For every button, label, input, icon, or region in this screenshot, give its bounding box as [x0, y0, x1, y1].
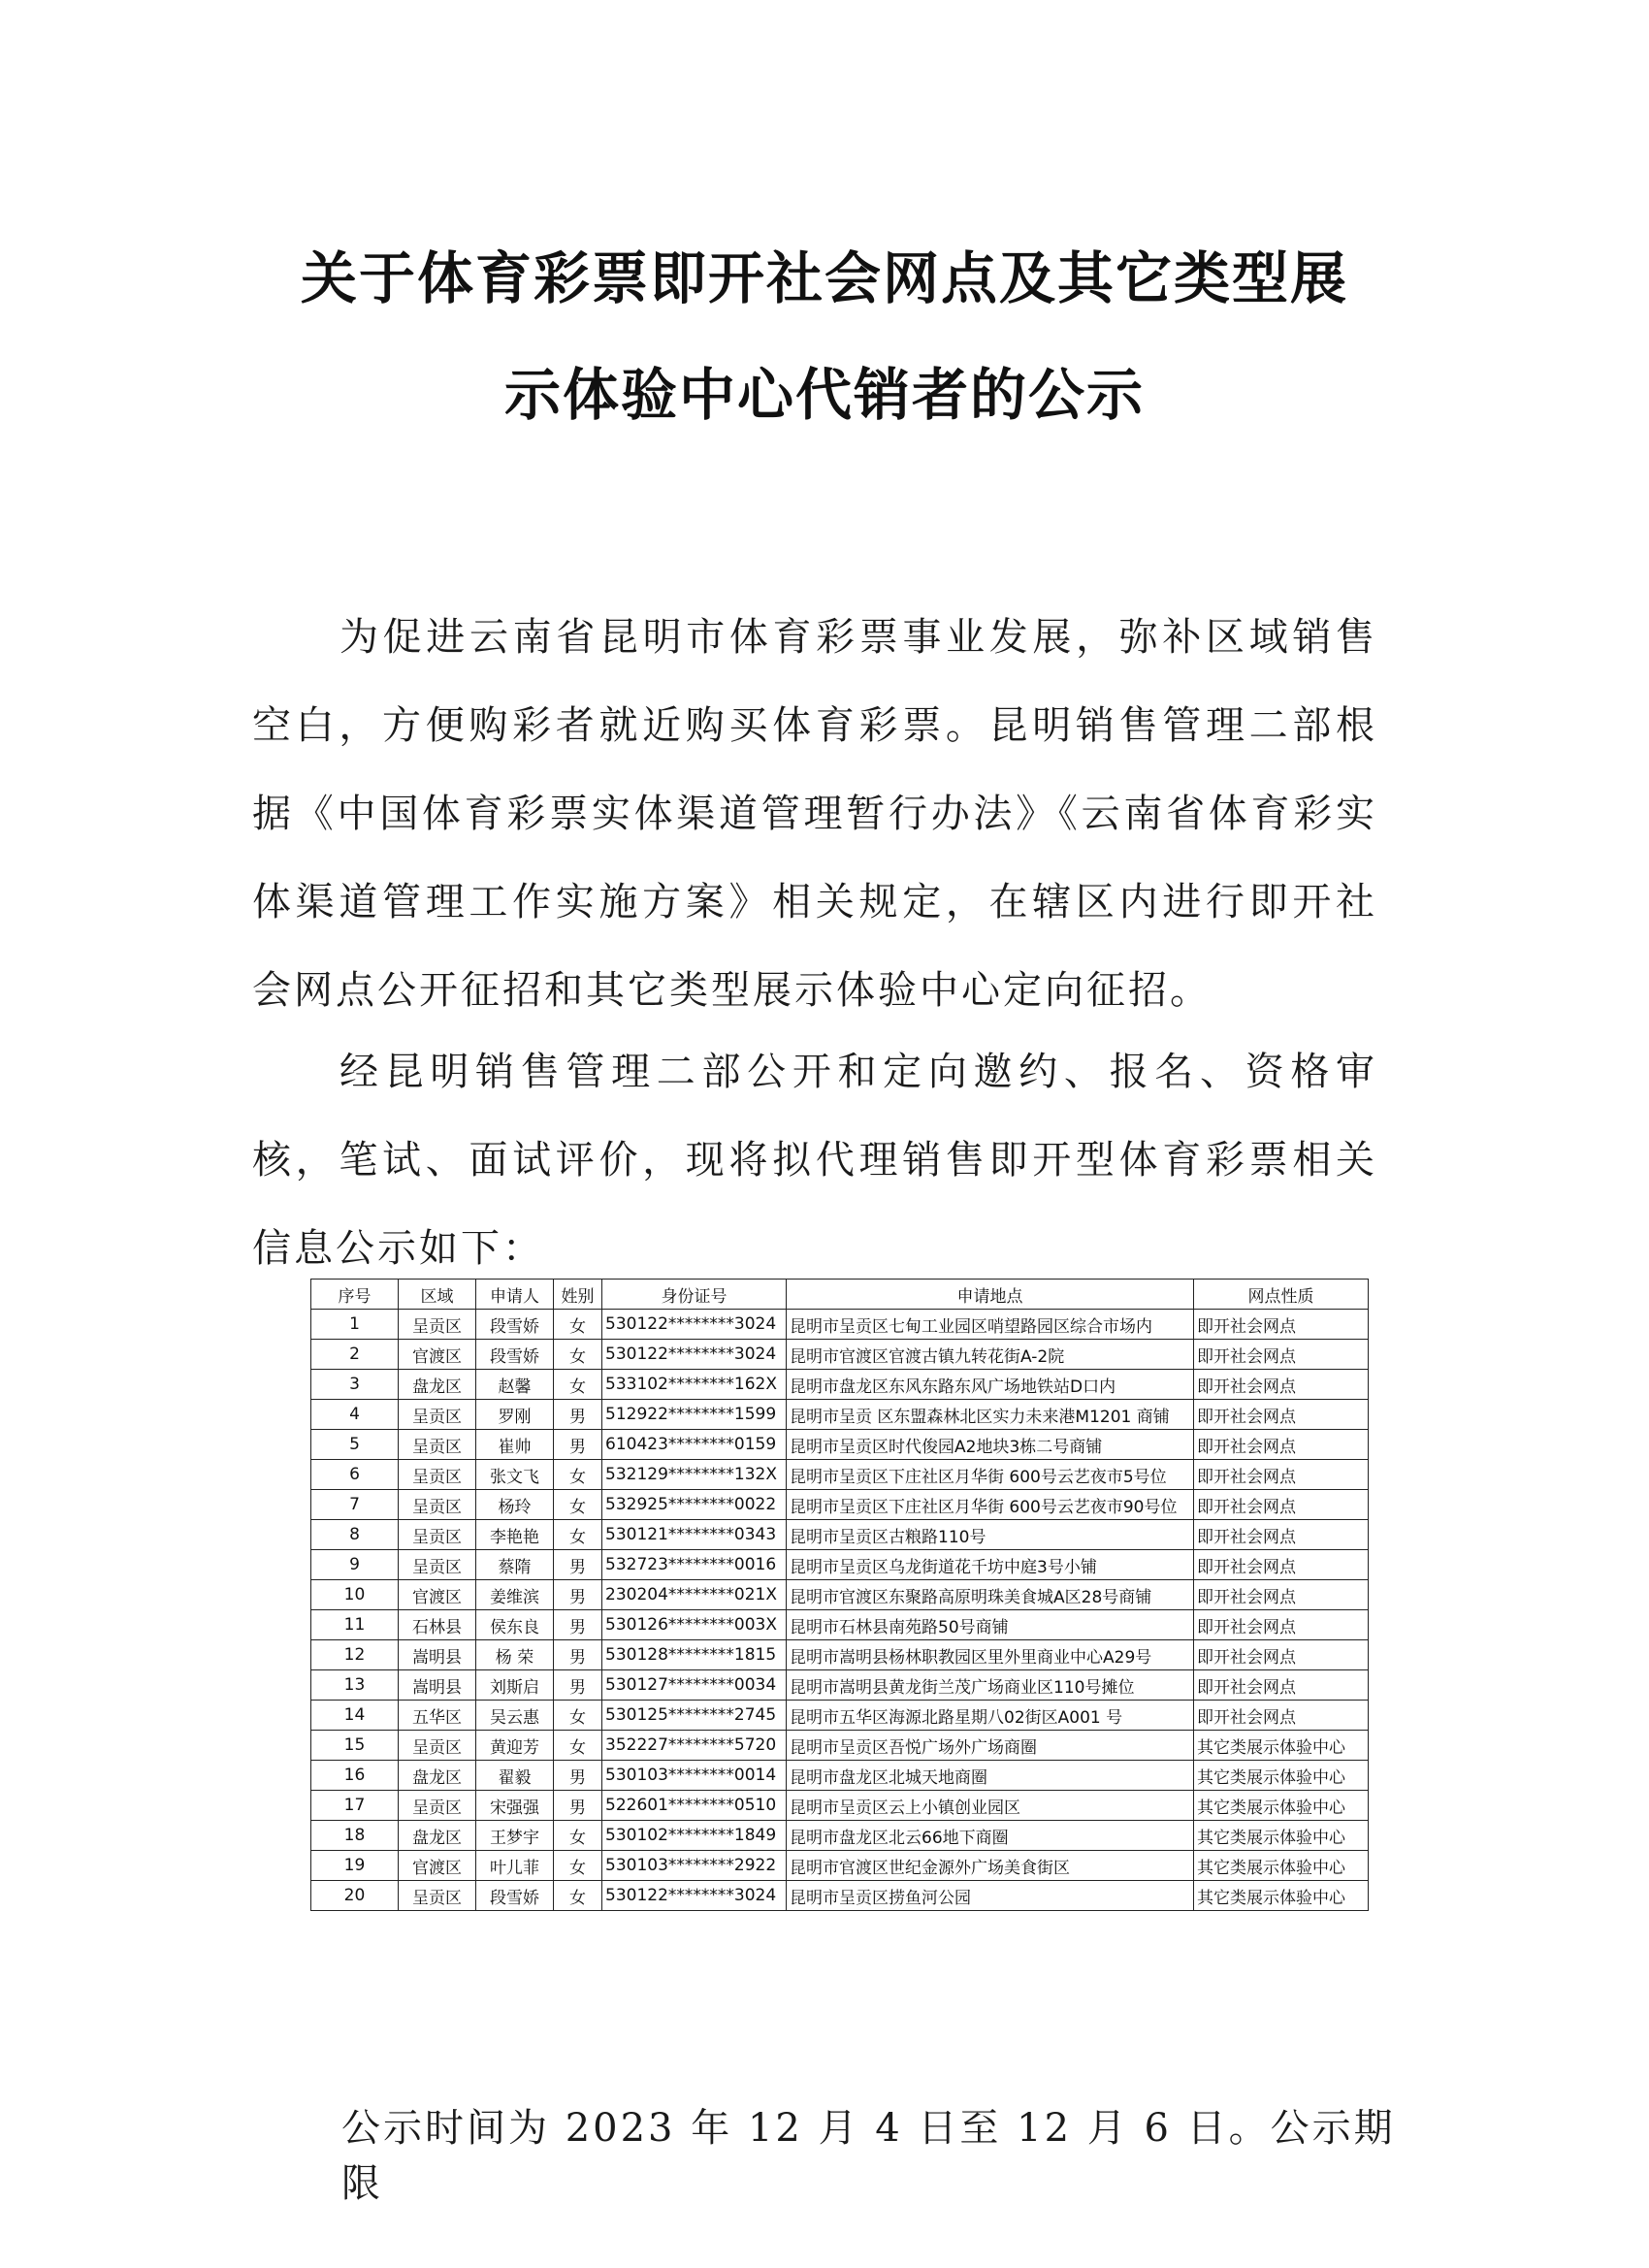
table-row [311, 1520, 1369, 1550]
cell-district: 盘龙区 [399, 1370, 476, 1400]
cell-id: 530121********0343 [602, 1520, 787, 1550]
cell-gender: 女 [554, 1370, 602, 1400]
cell-applicant: 翟毅 [476, 1761, 554, 1791]
header-address: 申请地点 [787, 1280, 1194, 1310]
cell-address: 昆明市官渡区东聚路高原明珠美食城A区28号商铺 [787, 1580, 1194, 1610]
cell-district: 呈贡区 [399, 1400, 476, 1430]
cell-type: 即开社会网点 [1194, 1670, 1369, 1701]
cell-id: 530122********3024 [602, 1310, 787, 1340]
cell-no: 12 [311, 1640, 399, 1670]
table-row [311, 1490, 1369, 1520]
table-row [311, 1610, 1369, 1640]
cell-id: 530102********1849 [602, 1821, 787, 1851]
table-row [311, 1340, 1369, 1370]
cell-address: 昆明市呈贡区云上小镇创业园区 [787, 1791, 1194, 1821]
cell-type: 即开社会网点 [1194, 1370, 1369, 1400]
cell-address: 昆明市盘龙区东风东路东风广场地铁站D口内 [787, 1370, 1194, 1400]
cell-no: 4 [311, 1400, 399, 1430]
applicant-table-container [310, 1279, 1368, 1911]
table-row [311, 1400, 1369, 1430]
cell-district: 嵩明县 [399, 1640, 476, 1670]
table-row [311, 1640, 1369, 1670]
cell-applicant: 段雪娇 [476, 1310, 554, 1340]
cell-gender: 男 [554, 1610, 602, 1640]
document-title-line-2: 示体验中心代销者的公示 [503, 362, 1145, 428]
cell-address: 昆明市官渡区官渡古镇九转花街A-2院 [787, 1340, 1194, 1370]
cell-gender: 女 [554, 1851, 602, 1881]
table-row [311, 1701, 1369, 1731]
cell-id: 522601********0510 [602, 1791, 787, 1821]
cell-id: 512922********1599 [602, 1400, 787, 1430]
cell-address: 昆明市呈贡区吾悦广场外广场商圈 [787, 1731, 1194, 1761]
table-row [311, 1550, 1369, 1580]
cell-id: 532723********0016 [602, 1550, 787, 1580]
table-row [311, 1670, 1369, 1701]
table-row [311, 1430, 1369, 1460]
header-type: 网点性质 [1194, 1280, 1369, 1310]
cell-type: 即开社会网点 [1194, 1610, 1369, 1640]
cell-gender: 女 [554, 1731, 602, 1761]
cell-district: 呈贡区 [399, 1310, 476, 1340]
cell-district: 官渡区 [399, 1580, 476, 1610]
cell-no: 1 [311, 1310, 399, 1340]
cell-type: 其它类展示体验中心 [1194, 1761, 1369, 1791]
header-id: 身份证号 [602, 1280, 787, 1310]
cell-no: 15 [311, 1731, 399, 1761]
cell-no: 14 [311, 1701, 399, 1731]
cell-no: 7 [311, 1490, 399, 1520]
cell-applicant: 张文飞 [476, 1460, 554, 1490]
table-header-row [311, 1280, 1369, 1310]
cell-district: 呈贡区 [399, 1430, 476, 1460]
cell-type: 其它类展示体验中心 [1194, 1731, 1369, 1761]
cell-applicant: 蔡隋 [476, 1550, 554, 1580]
cell-address: 昆明市呈贡区捞鱼河公园 [787, 1881, 1194, 1911]
header-district: 区域 [399, 1280, 476, 1310]
cell-id: 530127********0034 [602, 1670, 787, 1701]
cell-applicant: 崔帅 [476, 1430, 554, 1460]
cell-id: 532925********0022 [602, 1490, 787, 1520]
cell-type: 即开社会网点 [1194, 1701, 1369, 1731]
cell-type: 即开社会网点 [1194, 1340, 1369, 1370]
cell-district: 呈贡区 [399, 1490, 476, 1520]
cell-applicant: 段雪娇 [476, 1340, 554, 1370]
cell-address: 昆明市呈贡区时代俊园A2地块3栋二号商铺 [787, 1430, 1194, 1460]
cell-applicant: 罗刚 [476, 1400, 554, 1430]
cell-id: 352227********5720 [602, 1731, 787, 1761]
process-paragraph: 经昆明销售管理二部公开和定向邀约、报名、资格审核，笔试、面试评价，现将拟代理销售即开型体育彩票相关信息公示如下： [252, 1050, 1377, 1271]
cell-no: 5 [311, 1430, 399, 1460]
cell-applicant: 吴云惠 [476, 1701, 554, 1731]
cell-id: 230204********021X [602, 1580, 787, 1610]
cell-no: 16 [311, 1761, 399, 1791]
cell-gender: 男 [554, 1670, 602, 1701]
cell-id: 530122********3024 [602, 1881, 787, 1911]
cell-applicant: 姜维滨 [476, 1580, 554, 1610]
cell-gender: 女 [554, 1821, 602, 1851]
table-row [311, 1821, 1369, 1851]
cell-applicant: 侯东良 [476, 1610, 554, 1640]
cell-id: 530125********2745 [602, 1701, 787, 1731]
cell-address: 昆明市盘龙区北云66地下商圈 [787, 1821, 1194, 1851]
cell-gender: 男 [554, 1580, 602, 1610]
cell-type: 其它类展示体验中心 [1194, 1881, 1369, 1911]
cell-gender: 男 [554, 1761, 602, 1791]
cell-gender: 女 [554, 1520, 602, 1550]
cell-type: 即开社会网点 [1194, 1550, 1369, 1580]
cell-gender: 女 [554, 1490, 602, 1520]
cell-gender: 男 [554, 1430, 602, 1460]
cell-type: 即开社会网点 [1194, 1430, 1369, 1460]
cell-applicant: 叶儿菲 [476, 1851, 554, 1881]
table-row [311, 1580, 1369, 1610]
cell-gender: 男 [554, 1791, 602, 1821]
cell-id: 530128********1815 [602, 1640, 787, 1670]
table-row [311, 1791, 1369, 1821]
table-row [311, 1851, 1369, 1881]
table-row [311, 1460, 1369, 1490]
cell-id: 530122********3024 [602, 1340, 787, 1370]
header-applicant: 申请人 [476, 1280, 554, 1310]
table-body [311, 1310, 1369, 1911]
cell-applicant: 赵馨 [476, 1370, 554, 1400]
cell-address: 昆明市嵩明县黄龙街兰茂广场商业区110号摊位 [787, 1670, 1194, 1701]
cell-address: 昆明市呈贡区七甸工业园区哨望路园区综合市场内 [787, 1310, 1194, 1340]
cell-type: 即开社会网点 [1194, 1400, 1369, 1430]
cell-gender: 女 [554, 1310, 602, 1340]
cell-type: 即开社会网点 [1194, 1640, 1369, 1670]
cell-address: 昆明市呈贡区乌龙街道花千坊中庭3号小铺 [787, 1550, 1194, 1580]
cell-district: 盘龙区 [399, 1821, 476, 1851]
publicity-period-text: 公示时间为 2023 年 12 月 4 日至 12 月 6 日。公示期限 [341, 2106, 1396, 2206]
cell-no: 9 [311, 1550, 399, 1580]
header-gender: 姓别 [554, 1280, 602, 1310]
cell-gender: 男 [554, 1400, 602, 1430]
cell-gender: 女 [554, 1701, 602, 1731]
cell-district: 官渡区 [399, 1851, 476, 1881]
cell-address: 昆明市呈贡 区东盟森林北区实力未来港M1201 商铺 [787, 1400, 1194, 1430]
cell-address: 昆明市盘龙区北城天地商圈 [787, 1761, 1194, 1791]
cell-no: 20 [311, 1881, 399, 1911]
cell-district: 五华区 [399, 1701, 476, 1731]
cell-applicant: 段雪娇 [476, 1881, 554, 1911]
cell-type: 即开社会网点 [1194, 1310, 1369, 1340]
cell-applicant: 刘斯启 [476, 1670, 554, 1701]
cell-address: 昆明市呈贡区下庄社区月华街 600号云艺夜市90号位 [787, 1490, 1194, 1520]
cell-district: 石林县 [399, 1610, 476, 1640]
cell-district: 呈贡区 [399, 1731, 476, 1761]
cell-district: 呈贡区 [399, 1881, 476, 1911]
cell-district: 呈贡区 [399, 1460, 476, 1490]
cell-id: 530126********003X [602, 1610, 787, 1640]
cell-applicant: 宋强强 [476, 1791, 554, 1821]
table-row [311, 1761, 1369, 1791]
cell-no: 10 [311, 1580, 399, 1610]
cell-address: 昆明市呈贡区古粮路110号 [787, 1520, 1194, 1550]
cell-district: 盘龙区 [399, 1761, 476, 1791]
cell-no: 8 [311, 1520, 399, 1550]
cell-id: 610423********0159 [602, 1430, 787, 1460]
header-no: 序号 [311, 1280, 399, 1310]
cell-type: 即开社会网点 [1194, 1460, 1369, 1490]
cell-id: 530103********2922 [602, 1851, 787, 1881]
cell-address: 昆明市官渡区世纪金源外广场美食街区 [787, 1851, 1194, 1881]
cell-gender: 男 [554, 1550, 602, 1580]
cell-type: 其它类展示体验中心 [1194, 1791, 1369, 1821]
cell-gender: 女 [554, 1460, 602, 1490]
cell-district: 官渡区 [399, 1340, 476, 1370]
cell-no: 18 [311, 1821, 399, 1851]
cell-applicant: 杨玲 [476, 1490, 554, 1520]
cell-gender: 男 [554, 1640, 602, 1670]
cell-type: 其它类展示体验中心 [1194, 1851, 1369, 1881]
cell-type: 其它类展示体验中心 [1194, 1821, 1369, 1851]
cell-no: 13 [311, 1670, 399, 1701]
cell-address: 昆明市石林县南苑路50号商铺 [787, 1610, 1194, 1640]
cell-type: 即开社会网点 [1194, 1580, 1369, 1610]
table-row [311, 1370, 1369, 1400]
cell-id: 532129********132X [602, 1460, 787, 1490]
cell-gender: 女 [554, 1881, 602, 1911]
cell-district: 嵩明县 [399, 1670, 476, 1701]
table-row [311, 1310, 1369, 1340]
cell-applicant: 王梦宇 [476, 1821, 554, 1851]
cell-gender: 女 [554, 1340, 602, 1370]
cell-no: 6 [311, 1460, 399, 1490]
cell-address: 昆明市呈贡区下庄社区月华街 600号云艺夜市5号位 [787, 1460, 1194, 1490]
table-row [311, 1731, 1369, 1761]
cell-no: 11 [311, 1610, 399, 1640]
cell-type: 即开社会网点 [1194, 1520, 1369, 1550]
cell-id: 530103********0014 [602, 1761, 787, 1791]
table-row [311, 1881, 1369, 1911]
cell-no: 19 [311, 1851, 399, 1881]
cell-district: 呈贡区 [399, 1520, 476, 1550]
cell-address: 昆明市五华区海源北路星期八02街区A001 号 [787, 1701, 1194, 1731]
cell-applicant: 黄迎芳 [476, 1731, 554, 1761]
cell-id: 533102********162X [602, 1370, 787, 1400]
document-title-line-1: 关于体育彩票即开社会网点及其它类型展 [300, 245, 1348, 311]
cell-applicant: 杨 荣 [476, 1640, 554, 1670]
cell-no: 2 [311, 1340, 399, 1370]
cell-no: 17 [311, 1791, 399, 1821]
cell-type: 即开社会网点 [1194, 1490, 1369, 1520]
cell-applicant: 李艳艳 [476, 1520, 554, 1550]
cell-district: 呈贡区 [399, 1791, 476, 1821]
intro-paragraph: 为促进云南省昆明市体育彩票事业发展，弥补区域销售空白，方便购彩者就近购买体育彩票。昆明销售管理二部根据《中国体育彩票实体渠道管理暂行办法》《云南省体育彩实体渠道管理工作实施方案》相关规定，在辖区内进行即开社会网点公开征招和其它类型展示体验中心定向征招。 [252, 615, 1377, 1013]
applicant-table [310, 1279, 1369, 1911]
cell-district: 呈贡区 [399, 1550, 476, 1580]
cell-address: 昆明市嵩明县杨林职教园区里外里商业中心A29号 [787, 1640, 1194, 1670]
cell-no: 3 [311, 1370, 399, 1400]
